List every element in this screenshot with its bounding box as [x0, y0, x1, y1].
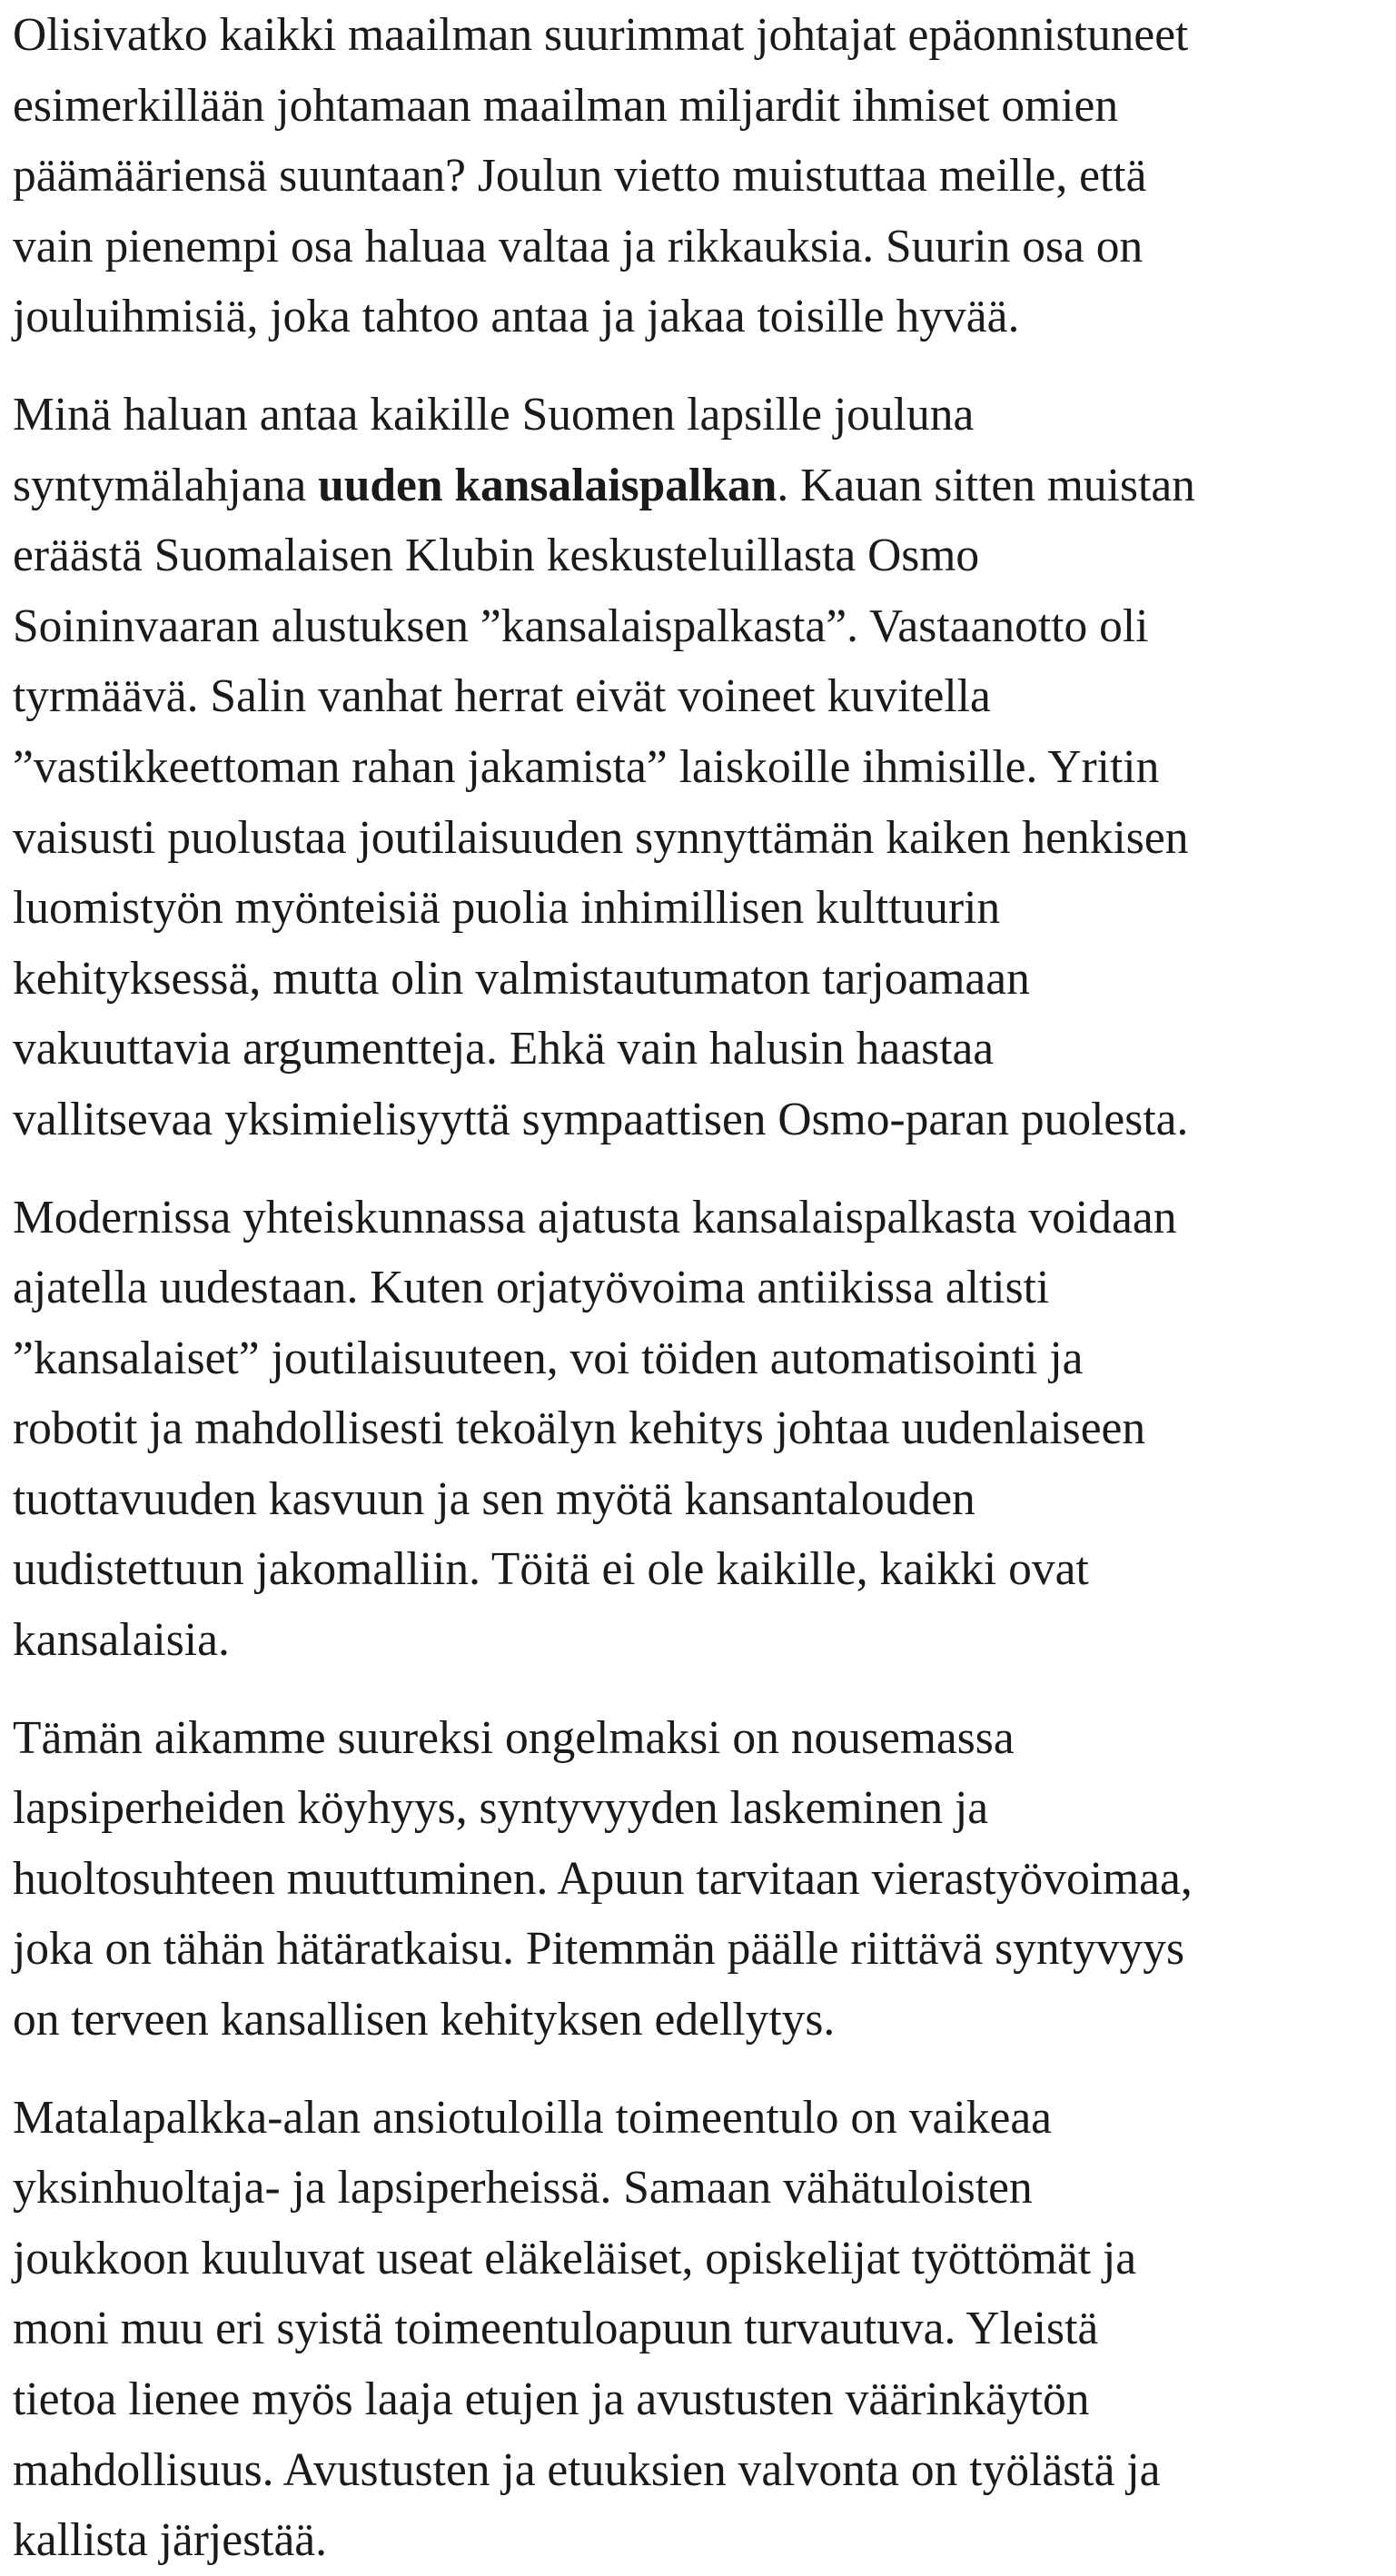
article-paragraph [13, 380, 1384, 1155]
article-paragraph: Matalapalkka-alan ansiotuloilla toimeentulo on vaikeaa yksinhuoltaja- ja lapsiperheissä. Samaan vähätuloisten joukkoon kuuluvat useat eläkeläiset, opiskelijat työttömät ja moni muu eri syistä toimeentuloapuun turvautuva. Yleistä tietoa lienee myös laaja etujen ja avustusten väärinkäytön mahdollisuus. Avustusten ja etuuksien valvonta on työlästä ja kallista järjestää. [13, 2091, 1161, 2567]
article-paragraph: Olisivatko kaikki maailman suurimmat johtajat epäonnistuneet esimerkillään johtamaan maailman miljardit ihmiset omien päämääriensä suuntaan? Joulun vietto muistuttaa meille, että vain pienempi osa haluaa valtaa ja rikkauksia. Suurin osa on jouluihmisiä, joka tahtoo antaa ja jakaa toisille hyvää. [13, 9, 1189, 343]
article-paragraph: Modernissa yhteiskunnassa ajatusta kansalaispalkasta voidaan ajatella uudestaan. Kuten orjatyövoima antiikissa altisti ”kansalaiset” joutilaisuuteen, voi töiden automatisointi ja robotit ja mahdollisesti tekoälyn kehitys johtaa uudenlaiseen tuottavuuden kasvuun ja sen myötä kansantalouden uudistettuun jakomalliin. Töitä ei ole kaikille, kaikki ovat kansalaisia. [13, 1191, 1177, 1667]
emphasized-text: uuden kansalaispalkan [318, 459, 777, 511]
article-paragraph: Tämän aikamme suureksi ongelmaksi on nousemassa lapsiperheiden köyhyys, syntyvyyden laskeminen ja huoltosuhteen muuttuminen. Apuun tarvitaan vierastyövoimaa, joka on tähän hätäratkaisu. Pitemmän päälle riittävä syntyvyys on terveen kansallisen kehityksen edellytys. [13, 1711, 1193, 2046]
paragraph-text: Minä haluan antaa kaikille Suomen lapsille jouluna syntymälahjana [13, 388, 975, 511]
paragraph-text: . Kauan sitten muistan eräästä Suomalaisen Klubin keskusteluillasta Osmo Soininvaaran alustuksen ”kansalaispalkasta”. Vastaanotto oli tyrmäävä. Salin vanhat herrat eivät voineet kuvitella ”vastikkeettoman rahan jakamista” laiskoille ihmisille. Yritin vaisusti puolustaa joutilaisuuden synnyttämän kaiken henkisen luomistyön myönteisiä puolia inhimillisen kulttuurin kehityksessä, mutta olin valmistautumaton tarjoamaan vakuuttavia argumentteja. Ehkä vain halusin haastaa vallitsevaa yksimielisyyttä sympaattisen Osmo-paran puolesta. [13, 459, 1195, 1145]
article-body [13, 0, 1384, 2576]
